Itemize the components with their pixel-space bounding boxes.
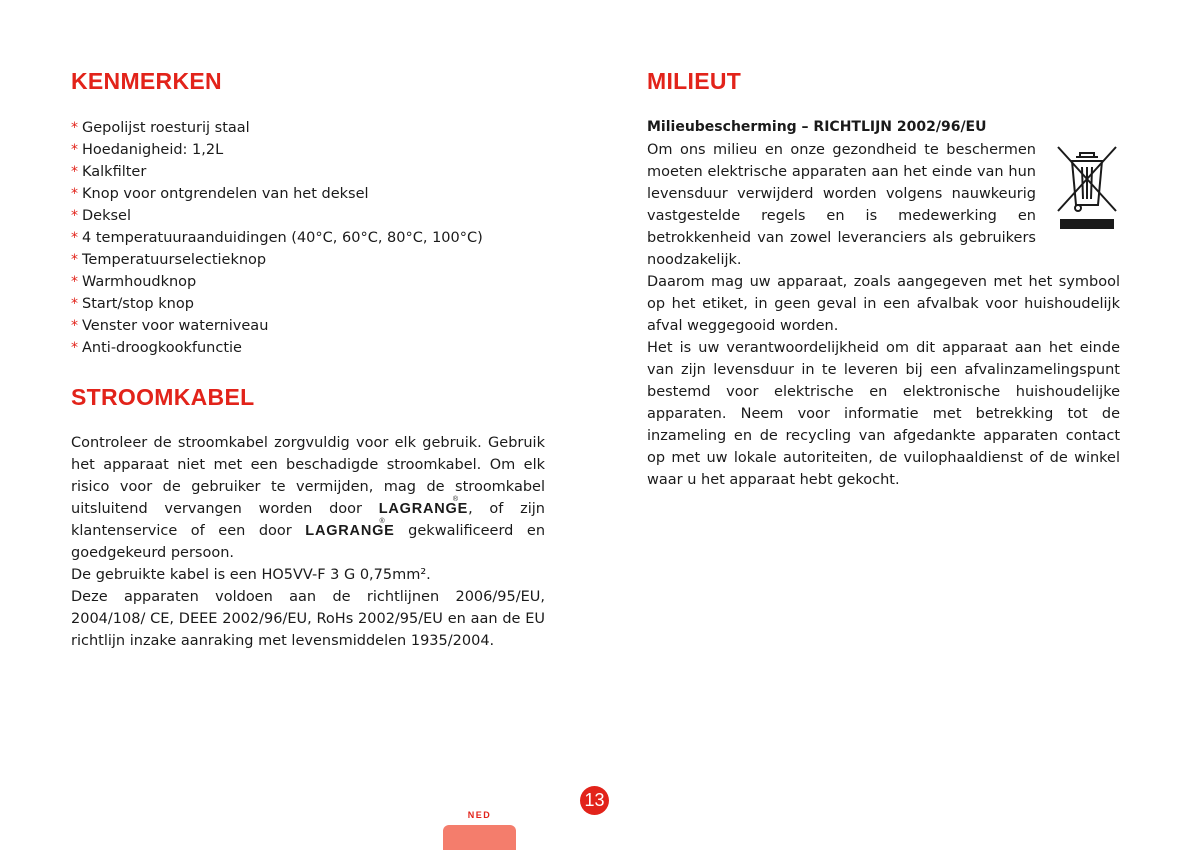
list-item bbox=[71, 227, 483, 249]
language-tab bbox=[443, 825, 516, 850]
list-item bbox=[71, 293, 483, 315]
features-list bbox=[71, 117, 483, 359]
list-item bbox=[71, 337, 483, 359]
feature-text: Knop voor ontgrendelen van het deksel bbox=[82, 186, 369, 202]
asterisk-icon: * bbox=[71, 274, 78, 290]
text-span: Controleer de stroomkabel zorgvuldig voor elk gebruik. Gebruik het apparaat niet met een beschadigde stroomkabel. Om elk risico voor de gebruiker te vermijden, mag de stroomkabel uitsluitend vervangen worden door bbox=[71, 435, 545, 517]
feature-text: Gepolijst roesturij staal bbox=[82, 120, 250, 136]
feature-text: Warmhoudknop bbox=[82, 274, 197, 290]
asterisk-icon: * bbox=[71, 252, 78, 268]
asterisk-icon: * bbox=[71, 296, 78, 312]
language-label: NED bbox=[467, 810, 492, 820]
feature-text: 4 temperatuuraanduidingen (40°C, 60°C, 80°C, 100°C) bbox=[82, 230, 483, 246]
environment-paragraph-1: Om ons milieu en onze gezondheid te beschermen moeten elektrische apparaten aan het einde van hun levensduur verwijderd worden volgens nauwkeurig vastgestelde regels en is medewerking en betrokkenheid van zowel leveranciers als gebruikers noodzakelijk. bbox=[647, 142, 1036, 268]
feature-text: Anti-droogkookfunctie bbox=[82, 340, 242, 356]
environment-text bbox=[647, 139, 1120, 491]
feature-text: Hoedanigheid: 1,2L bbox=[82, 142, 224, 158]
environment-subheading: Milieubescherming – RICHTLIJN 2002/96/EU bbox=[647, 119, 987, 135]
text-span: gekwalificeerd en goedgekeurd persoon. bbox=[71, 523, 546, 561]
list-item bbox=[71, 117, 483, 139]
feature-text: Kalkfilter bbox=[82, 164, 147, 180]
power-cord-text bbox=[71, 432, 545, 652]
asterisk-icon: * bbox=[71, 164, 78, 180]
features-heading: KENMERKEN bbox=[71, 68, 222, 94]
environment-paragraph-3: Het is uw verantwoordelijkheid om dit apparaat aan het einde van zijn levensduur in te leveren bij een afvalinzamelingspunt bestemd voor elektrische en elektronische huishoudelijke apparaten. Neem voor informatie met betrekking tot de inzameling en de recycling van afgedankte apparaten contact op met uw lokale autoriteiten, de vuilophaaldienst of de winkel waar u het apparaat hebt gekocht. bbox=[647, 340, 1120, 488]
asterisk-icon: * bbox=[71, 208, 78, 224]
environment-heading: MILIEUT bbox=[647, 68, 742, 94]
feature-text: Deksel bbox=[82, 208, 131, 224]
compliance-text: Deze apparaten voldoen aan de richtlijnen 2006/95/EU, 2004/108/ CE, DEEE 2002/96/EU, RoHs 2002/95/EU en aan de EU richtlijn inzake aanraking met levensmiddelen 1935/2004. bbox=[71, 589, 545, 649]
lagrange-logo bbox=[379, 498, 468, 520]
crossed-out-bin-icon bbox=[1054, 143, 1120, 231]
brand-text: LAGRANGE bbox=[305, 523, 395, 539]
asterisk-icon: * bbox=[71, 230, 78, 246]
lagrange-logo bbox=[305, 520, 394, 542]
text-span: , of zijn klantenservice of een door bbox=[71, 501, 545, 539]
cable-spec: De gebruikte kabel is een HO5VV-F 3 G 0,75mm². bbox=[71, 567, 431, 583]
brand-text: LAGRANGE bbox=[378, 501, 469, 517]
asterisk-icon: * bbox=[71, 142, 78, 158]
registered-mark: ® bbox=[379, 518, 385, 525]
power-cord-paragraph bbox=[71, 432, 545, 564]
list-item bbox=[71, 183, 483, 205]
list-item bbox=[71, 271, 483, 293]
page-number: 13 bbox=[580, 786, 609, 815]
list-item bbox=[71, 161, 483, 183]
list-item bbox=[71, 139, 483, 161]
asterisk-icon: * bbox=[71, 340, 78, 356]
asterisk-icon: * bbox=[71, 186, 78, 202]
list-item bbox=[71, 205, 483, 227]
feature-text: Venster voor waterniveau bbox=[82, 318, 269, 334]
list-item bbox=[71, 315, 483, 337]
environment-paragraph-2: Daarom mag uw apparaat, zoals aangegeven met het symbool op het etiket, in geen geval in een afvalbak voor huishoudelijk afval weggegooid worden. bbox=[647, 274, 1120, 334]
registered-mark: ® bbox=[452, 496, 459, 503]
feature-text: Temperatuurselectieknop bbox=[82, 252, 267, 268]
list-item bbox=[71, 249, 483, 271]
power-cord-heading: STROOMKABEL bbox=[71, 384, 255, 410]
asterisk-icon: * bbox=[71, 318, 78, 334]
asterisk-icon: * bbox=[71, 120, 78, 136]
feature-text: Start/stop knop bbox=[82, 296, 194, 312]
